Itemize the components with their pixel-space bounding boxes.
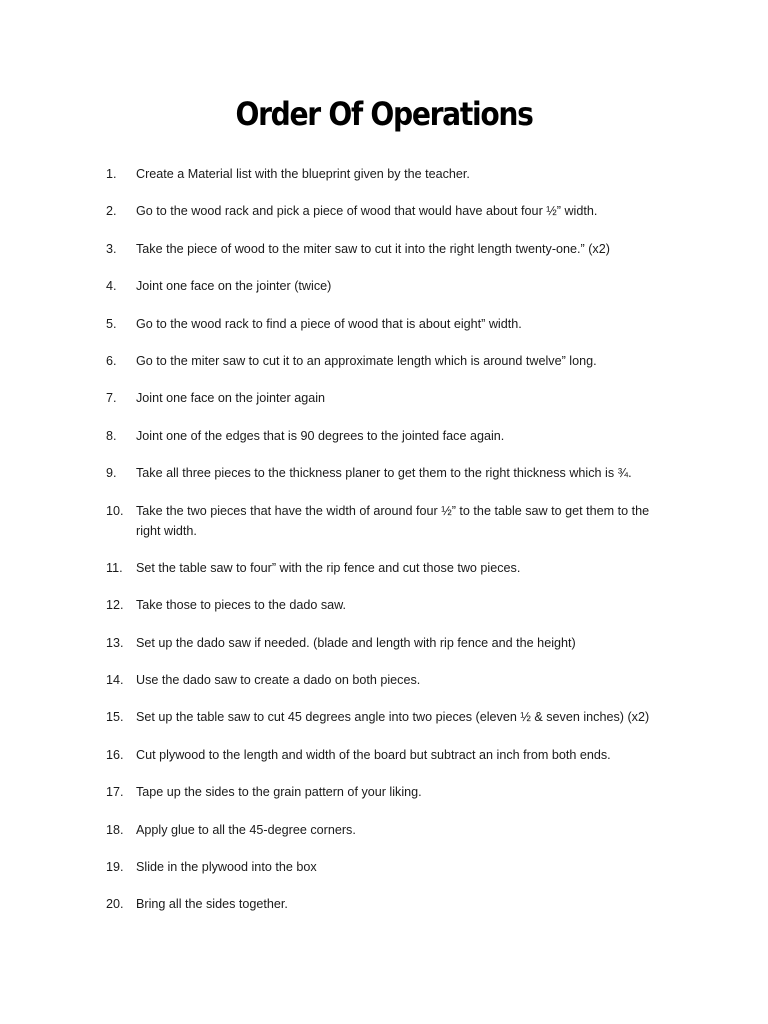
step-text: Tape up the sides to the grain pattern of your liking. (136, 785, 422, 800)
step-number: 11. (106, 560, 123, 575)
list-item (106, 501, 666, 541)
step-text: Joint one face on the jointer again (136, 391, 326, 406)
list-item (106, 782, 666, 802)
page-title: Order Of Operations (235, 95, 533, 133)
step-number: 14. (106, 673, 124, 688)
list-item (106, 463, 666, 483)
step-text: Take those to pieces to the dado saw. (136, 598, 347, 613)
step-text: Cut plywood to the length and width of the board but subtract an inch from both ends. (136, 747, 611, 762)
step-text: Set the table saw to four” with the rip fence and cut those two pieces. (136, 560, 521, 575)
step-text: Bring all the sides together. (136, 897, 288, 912)
step-text: Go to the wood rack and pick a piece of wood that would have about four ½” width. (136, 204, 598, 219)
step-number: 6. (106, 353, 117, 368)
step-number: 9. (106, 466, 117, 481)
step-number: 3. (106, 241, 117, 256)
step-text: Set up the dado saw if needed. (blade and length with rip fence and the height) (136, 635, 576, 650)
step-number: 7. (106, 391, 117, 406)
step-number: 15. (106, 710, 124, 725)
step-number: 13. (106, 635, 124, 650)
list-item (106, 239, 666, 259)
operations-list (106, 164, 666, 932)
step-text: Slide in the plywood into the box (136, 860, 317, 875)
list-item (106, 558, 666, 578)
step-text: Apply glue to all the 45-degree corners. (136, 822, 356, 837)
step-number: 19. (106, 860, 124, 875)
list-item (106, 314, 666, 334)
step-text: Go to the wood rack to find a piece of wood that is about eight” width. (136, 316, 522, 331)
step-text: Take all three pieces to the thickness planer to get them to the right thickness which is ¾. (136, 466, 632, 481)
list-item (106, 426, 666, 446)
list-item (106, 894, 666, 914)
step-number: 20. (106, 897, 124, 912)
step-text: Use the dado saw to create a dado on both pieces. (136, 673, 421, 688)
list-item (106, 820, 666, 840)
list-item (106, 857, 666, 877)
step-text: Create a Material list with the blueprint given by the teacher. (136, 167, 470, 181)
step-number: 10. (106, 503, 124, 518)
step-number: 12. (106, 598, 124, 613)
step-text: Joint one face on the jointer (twice) (136, 279, 332, 294)
step-text: Take the piece of wood to the miter saw to cut it into the right length twenty-one.” (x2) (136, 241, 610, 256)
step-number: 17. (106, 785, 124, 800)
step-number: 18. (106, 822, 124, 837)
list-item (106, 745, 666, 765)
list-item (106, 351, 666, 371)
step-number: 16. (106, 747, 124, 762)
list-item (106, 276, 666, 296)
list-item (106, 670, 666, 690)
step-number: 2. (106, 204, 117, 219)
step-text: Set up the table saw to cut 45 degrees angle into two pieces (eleven ½ & seven inches) (x2) (136, 710, 650, 725)
step-text: Take the two pieces that have the width of around four ½” to the table saw to get them to the right width. (136, 503, 650, 538)
step-number: 1. (106, 167, 117, 181)
step-text: Joint one of the edges that is 90 degrees to the jointed face again. (136, 428, 505, 443)
list-item (106, 595, 666, 615)
step-number: 8. (106, 428, 117, 443)
step-number: 5. (106, 316, 117, 331)
list-item (106, 388, 666, 408)
list-item (106, 201, 666, 221)
step-number: 4. (106, 279, 117, 294)
list-item (106, 633, 666, 653)
list-item (106, 707, 666, 727)
step-text: Go to the miter saw to cut it to an approximate length which is around twelve” long. (136, 353, 597, 368)
list-item (106, 164, 666, 184)
